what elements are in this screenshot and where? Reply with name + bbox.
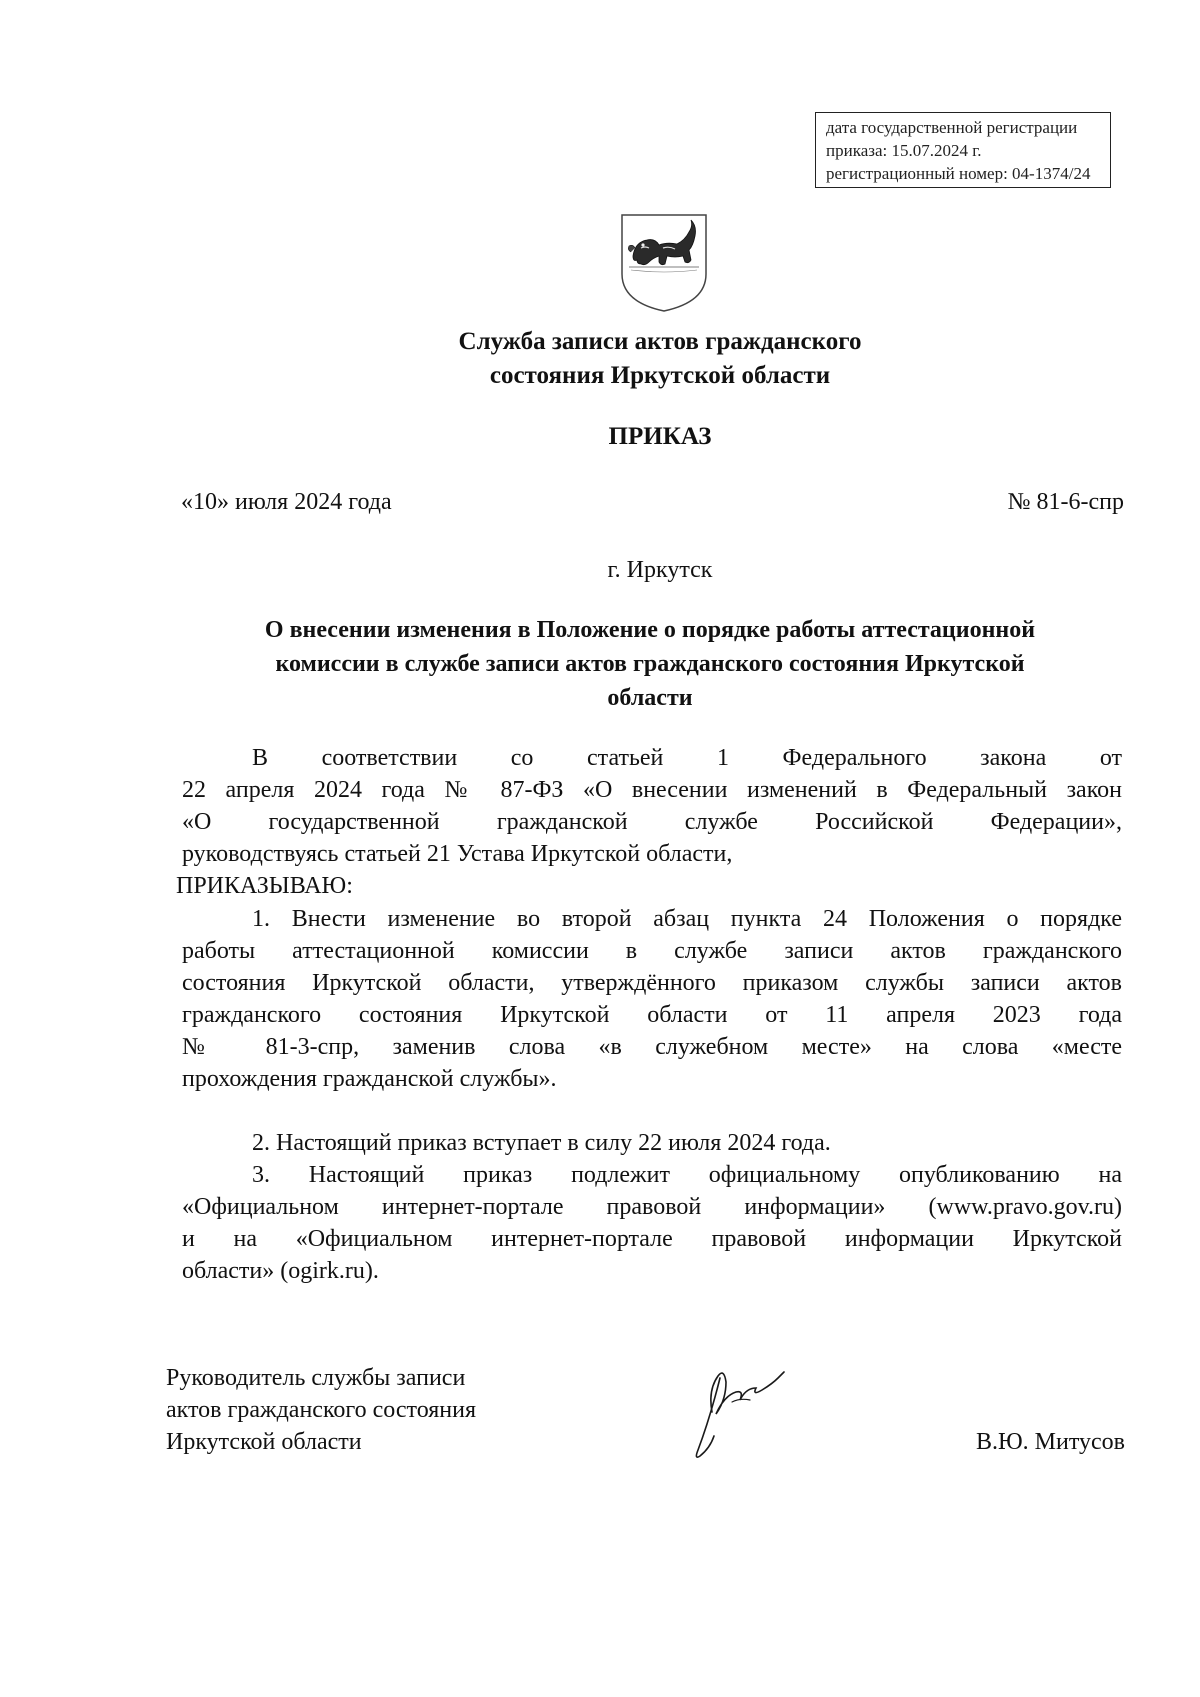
item-line: № 81-3-спр, заменив слова «в служебном месте» на слова «месте [182,1034,1122,1060]
document-subject [180,613,1120,715]
order-word: ПРИКАЗЫВАЮ: [176,873,353,899]
registration-date-value: приказа: 15.07.2024 г. [826,141,982,160]
item-line: гражданского состояния Иркутской области от 11 апреля 2023 года [182,1002,1122,1028]
agency-name-line: Служба записи актов гражданского [458,328,862,355]
document-city: г. Иркутск [607,557,713,583]
agency-name-line: состояния Иркутской области [489,362,831,389]
preamble-paragraph [182,742,1122,870]
order-item-1 [182,903,1122,1095]
item-line: прохождения гражданской службы». [182,1066,557,1092]
subject-line: О внесении изменения в Положение о порядке работы аттестационной [264,617,1036,643]
item-line: области» (ogirk.ru). [182,1258,379,1284]
signer-position [166,1362,476,1458]
subject-line: области [607,685,693,711]
item-line: состояния Иркутской области, утверждённого приказом службы записи актов [182,970,1122,996]
registration-number: регистрационный номер: 04-1374/24 [826,164,1091,183]
document-date: «10» июля 2024 года [181,489,392,515]
document-number: № 81-6-спр [1007,489,1124,515]
subject-line: комиссии в службе записи актов гражданского состояния Иркутской [275,651,1025,677]
agency-name [300,325,1020,393]
handwritten-signature [680,1338,830,1468]
item-line: работы аттестационной комиссии в службе записи актов гражданского [182,938,1122,964]
document-type: ПРИКАЗ [608,423,712,450]
item-line: 2. Настоящий приказ вступает в силу 22 июля 2024 года. [252,1130,831,1156]
registration-stamp [815,112,1111,188]
signer-name: В.Ю. Митусов [975,1429,1125,1455]
preamble-line: В соответствии со статьей 1 Федерального закона от [252,745,1122,771]
coat-of-arms-icon [619,212,709,314]
item-line: 1. Внести изменение во второй абзац пункта 24 Положения о порядке [252,906,1122,932]
signer-position-line: Иркутской области [166,1429,362,1455]
preamble-line: руководствуясь статьей 21 Устава Иркутской области, [182,841,733,867]
order-item-3 [182,1159,1122,1287]
signer-position-line: Руководитель службы записи [166,1365,466,1391]
item-line: и на «Официальном интернет-портале правовой информации Иркутской [182,1226,1122,1252]
preamble-line: 22 апреля 2024 года № 87-ФЗ «О внесении изменений в Федеральный закон [182,777,1122,803]
preamble-line: «О государственной гражданской службе Российской Федерации», [182,809,1122,835]
order-item-2 [182,1127,1122,1159]
signer-position-line: актов гражданского состояния [166,1397,477,1423]
item-line: 3. Настоящий приказ подлежит официальному опубликованию на [252,1162,1122,1188]
item-line: «Официальном интернет-портале правовой информации» (www.pravo.gov.ru) [182,1194,1122,1220]
registration-date-label: дата государственной регистрации [826,118,1078,137]
